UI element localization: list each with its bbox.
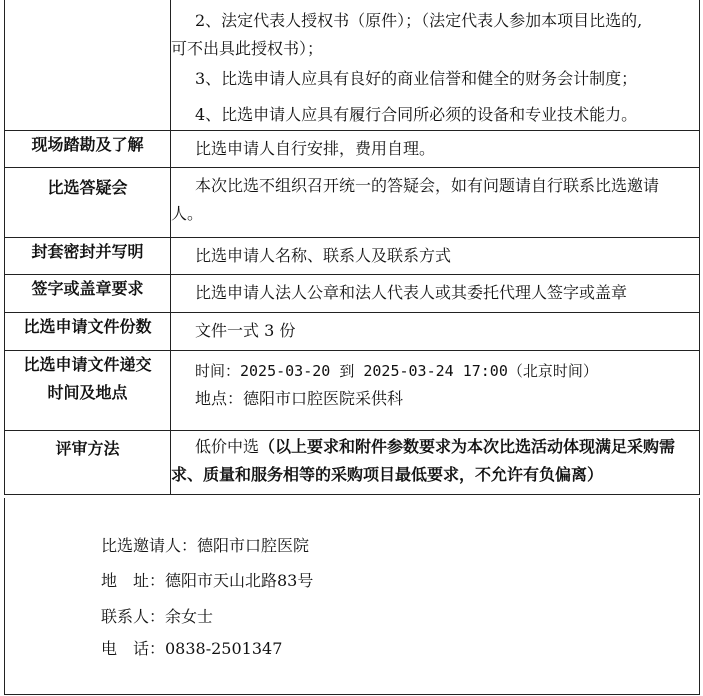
requirements-cell [171, 0, 700, 131]
submission-label-line1: 比选申请文件递交 [23, 355, 152, 374]
row-label: 封套密封并写明 [5, 238, 171, 275]
submission-time: 时间：2025-03-20 到 2025-03-24 17:00（北京时间） [195, 362, 598, 380]
row-value: 比选申请人法人公章和法人代表人或其委托代理人签字或盖章 [171, 275, 700, 313]
phone-line: 电 话：0838-2501347 [101, 639, 283, 658]
row-label: 比选申请文件份数 [5, 313, 171, 351]
submission-label-line2: 时间及地点 [47, 383, 128, 402]
contact-section [4, 498, 700, 695]
table-row [5, 168, 700, 238]
row-value: 比选申请人名称、联系人及联系方式 [171, 238, 700, 275]
row-label: 现场踏勘及了解 [5, 131, 171, 168]
requirement-item-2-cont: 可不出具此授权书）； [171, 39, 324, 58]
review-note: （以上要求和附件参数要求为本次比选活动体现满足采购需求、质量和服务相等的采购项目最低要求，不允许有负偏离） [171, 437, 676, 484]
table-row [5, 275, 700, 313]
row-label: 签字或盖章要求 [5, 275, 171, 313]
inviter-line: 比选邀请人：德阳市口腔医院 [101, 536, 310, 555]
requirement-item-4: 4、比选申请人应具有履行合同所必须的设备和专业技术能力。 [195, 105, 638, 124]
requirement-item-3: 3、比选申请人应具有良好的商业信誉和健全的财务会计制度； [195, 69, 638, 88]
submission-cell [171, 351, 700, 431]
table-row [5, 313, 700, 351]
row-label: 比选答疑会 [5, 168, 171, 238]
review-label: 评审方法 [5, 431, 171, 495]
row-value: 本次比选不组织召开统一的答疑会，如有问题请自行联系比选邀请人。 [171, 168, 700, 238]
table-row [5, 431, 700, 495]
requirement-item-2: 2、法定代表人授权书（原件）；（法定代表人参加本项目比选的, [195, 11, 643, 30]
table-row [5, 351, 700, 431]
table-row [5, 131, 700, 168]
table-row [5, 0, 700, 131]
table-row [5, 238, 700, 275]
review-method: 低价中选 [195, 437, 260, 456]
bid-info-table [4, 0, 700, 495]
address-line: 地 址：德阳市天山北路83号 [101, 571, 314, 590]
submission-place: 地点：德阳市口腔医院采供科 [195, 389, 404, 408]
empty-label-cell [5, 0, 171, 131]
submission-label [5, 351, 171, 431]
review-cell [171, 431, 700, 495]
row-value: 文件一式 3 份 [171, 313, 700, 351]
contact-person-line: 联系人：余女士 [101, 607, 214, 626]
row-value: 比选申请人自行安排，费用自理。 [171, 131, 700, 168]
